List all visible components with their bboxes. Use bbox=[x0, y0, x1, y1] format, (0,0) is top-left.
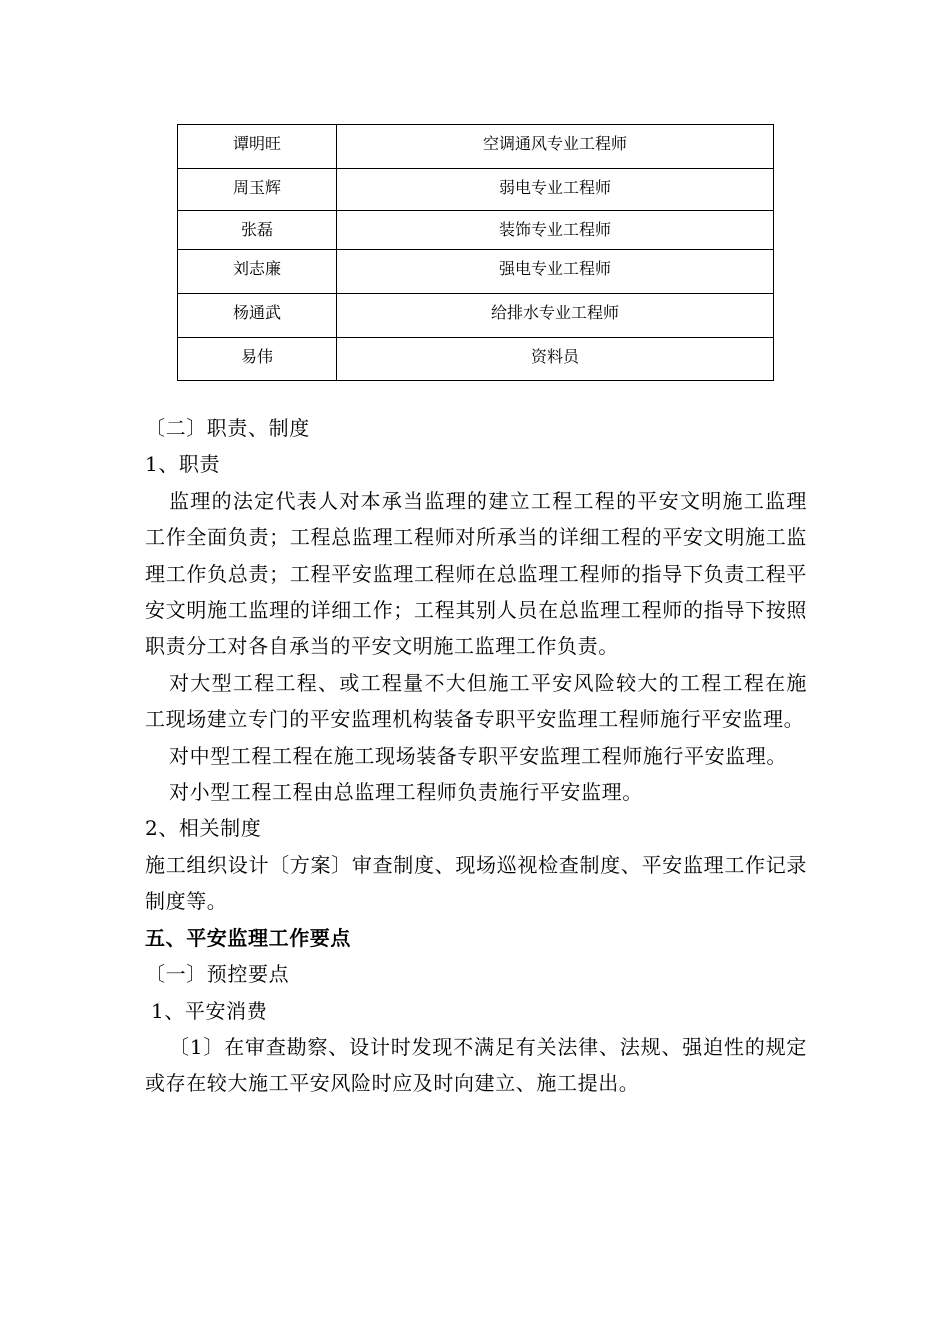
paragraph: 对大型工程工程、或工程量不大但施工平安风险较大的工程工程在施工现场建立专门的平安监理机构装备专职平安监理工程师施行平安监理。 bbox=[145, 670, 807, 732]
subsection-heading: 〔一〕预控要点 bbox=[145, 962, 290, 987]
paragraph: 监理的法定代表人对本承当监理的建立工程工程的平安文明施工监理工作全面负责；工程总监理工程师对所承当的详细工程的平安文明施工监理工作负总责；工程平安监理工程师在总监理工程师的指导下负责工程平安文明施工监理的详细工作；工程其别人员在总监理工程师的指导下按照职责分工对各自承当的平安文明施工监理工作负责。 bbox=[145, 488, 807, 659]
staff-name: 谭明旺 bbox=[178, 125, 337, 169]
section-heading: 五、平安监理工作要点 bbox=[145, 925, 351, 950]
document-body bbox=[145, 410, 807, 1102]
table-row bbox=[178, 338, 774, 381]
staff-role: 装饰专业工程师 bbox=[337, 211, 774, 250]
table-row bbox=[178, 211, 774, 250]
staff-role: 空调通风专业工程师 bbox=[337, 125, 774, 169]
subsection-heading: 2、相关制度 bbox=[145, 816, 262, 841]
paragraph: 〔1〕在审查勘察、设计时发现不满足有关法律、法规、强迫性的规定或存在较大施工平安风险时应及时向建立、施工提出。 bbox=[145, 1034, 807, 1096]
section-heading: 〔二〕职责、制度 bbox=[145, 416, 310, 440]
staff-name: 杨通武 bbox=[178, 294, 337, 338]
staff-name: 易伟 bbox=[178, 338, 337, 381]
staff-name: 刘志廉 bbox=[178, 250, 337, 294]
paragraph: 对小型工程工程由总监理工程师负责施行平安监理。 bbox=[169, 780, 643, 805]
staff-name: 周玉辉 bbox=[178, 169, 337, 211]
staff-table bbox=[177, 124, 774, 381]
staff-role: 给排水专业工程师 bbox=[337, 294, 774, 338]
subsection-heading: 1、职责 bbox=[145, 452, 221, 477]
item-heading: 1、平安消费 bbox=[151, 998, 268, 1023]
staff-role: 弱电专业工程师 bbox=[337, 169, 774, 211]
table-row bbox=[178, 250, 774, 294]
table-row bbox=[178, 125, 774, 169]
table-row bbox=[178, 294, 774, 338]
staff-name: 张磊 bbox=[178, 211, 337, 250]
paragraph: 对中型工程工程在施工现场装备专职平安监理工程师施行平安监理。 bbox=[169, 743, 787, 768]
table-row bbox=[178, 169, 774, 211]
paragraph: 施工组织设计〔方案〕审查制度、现场巡视检查制度、平安监理工作记录制度等。 bbox=[145, 852, 807, 914]
staff-role: 强电专业工程师 bbox=[337, 250, 774, 294]
staff-role: 资料员 bbox=[337, 338, 774, 381]
